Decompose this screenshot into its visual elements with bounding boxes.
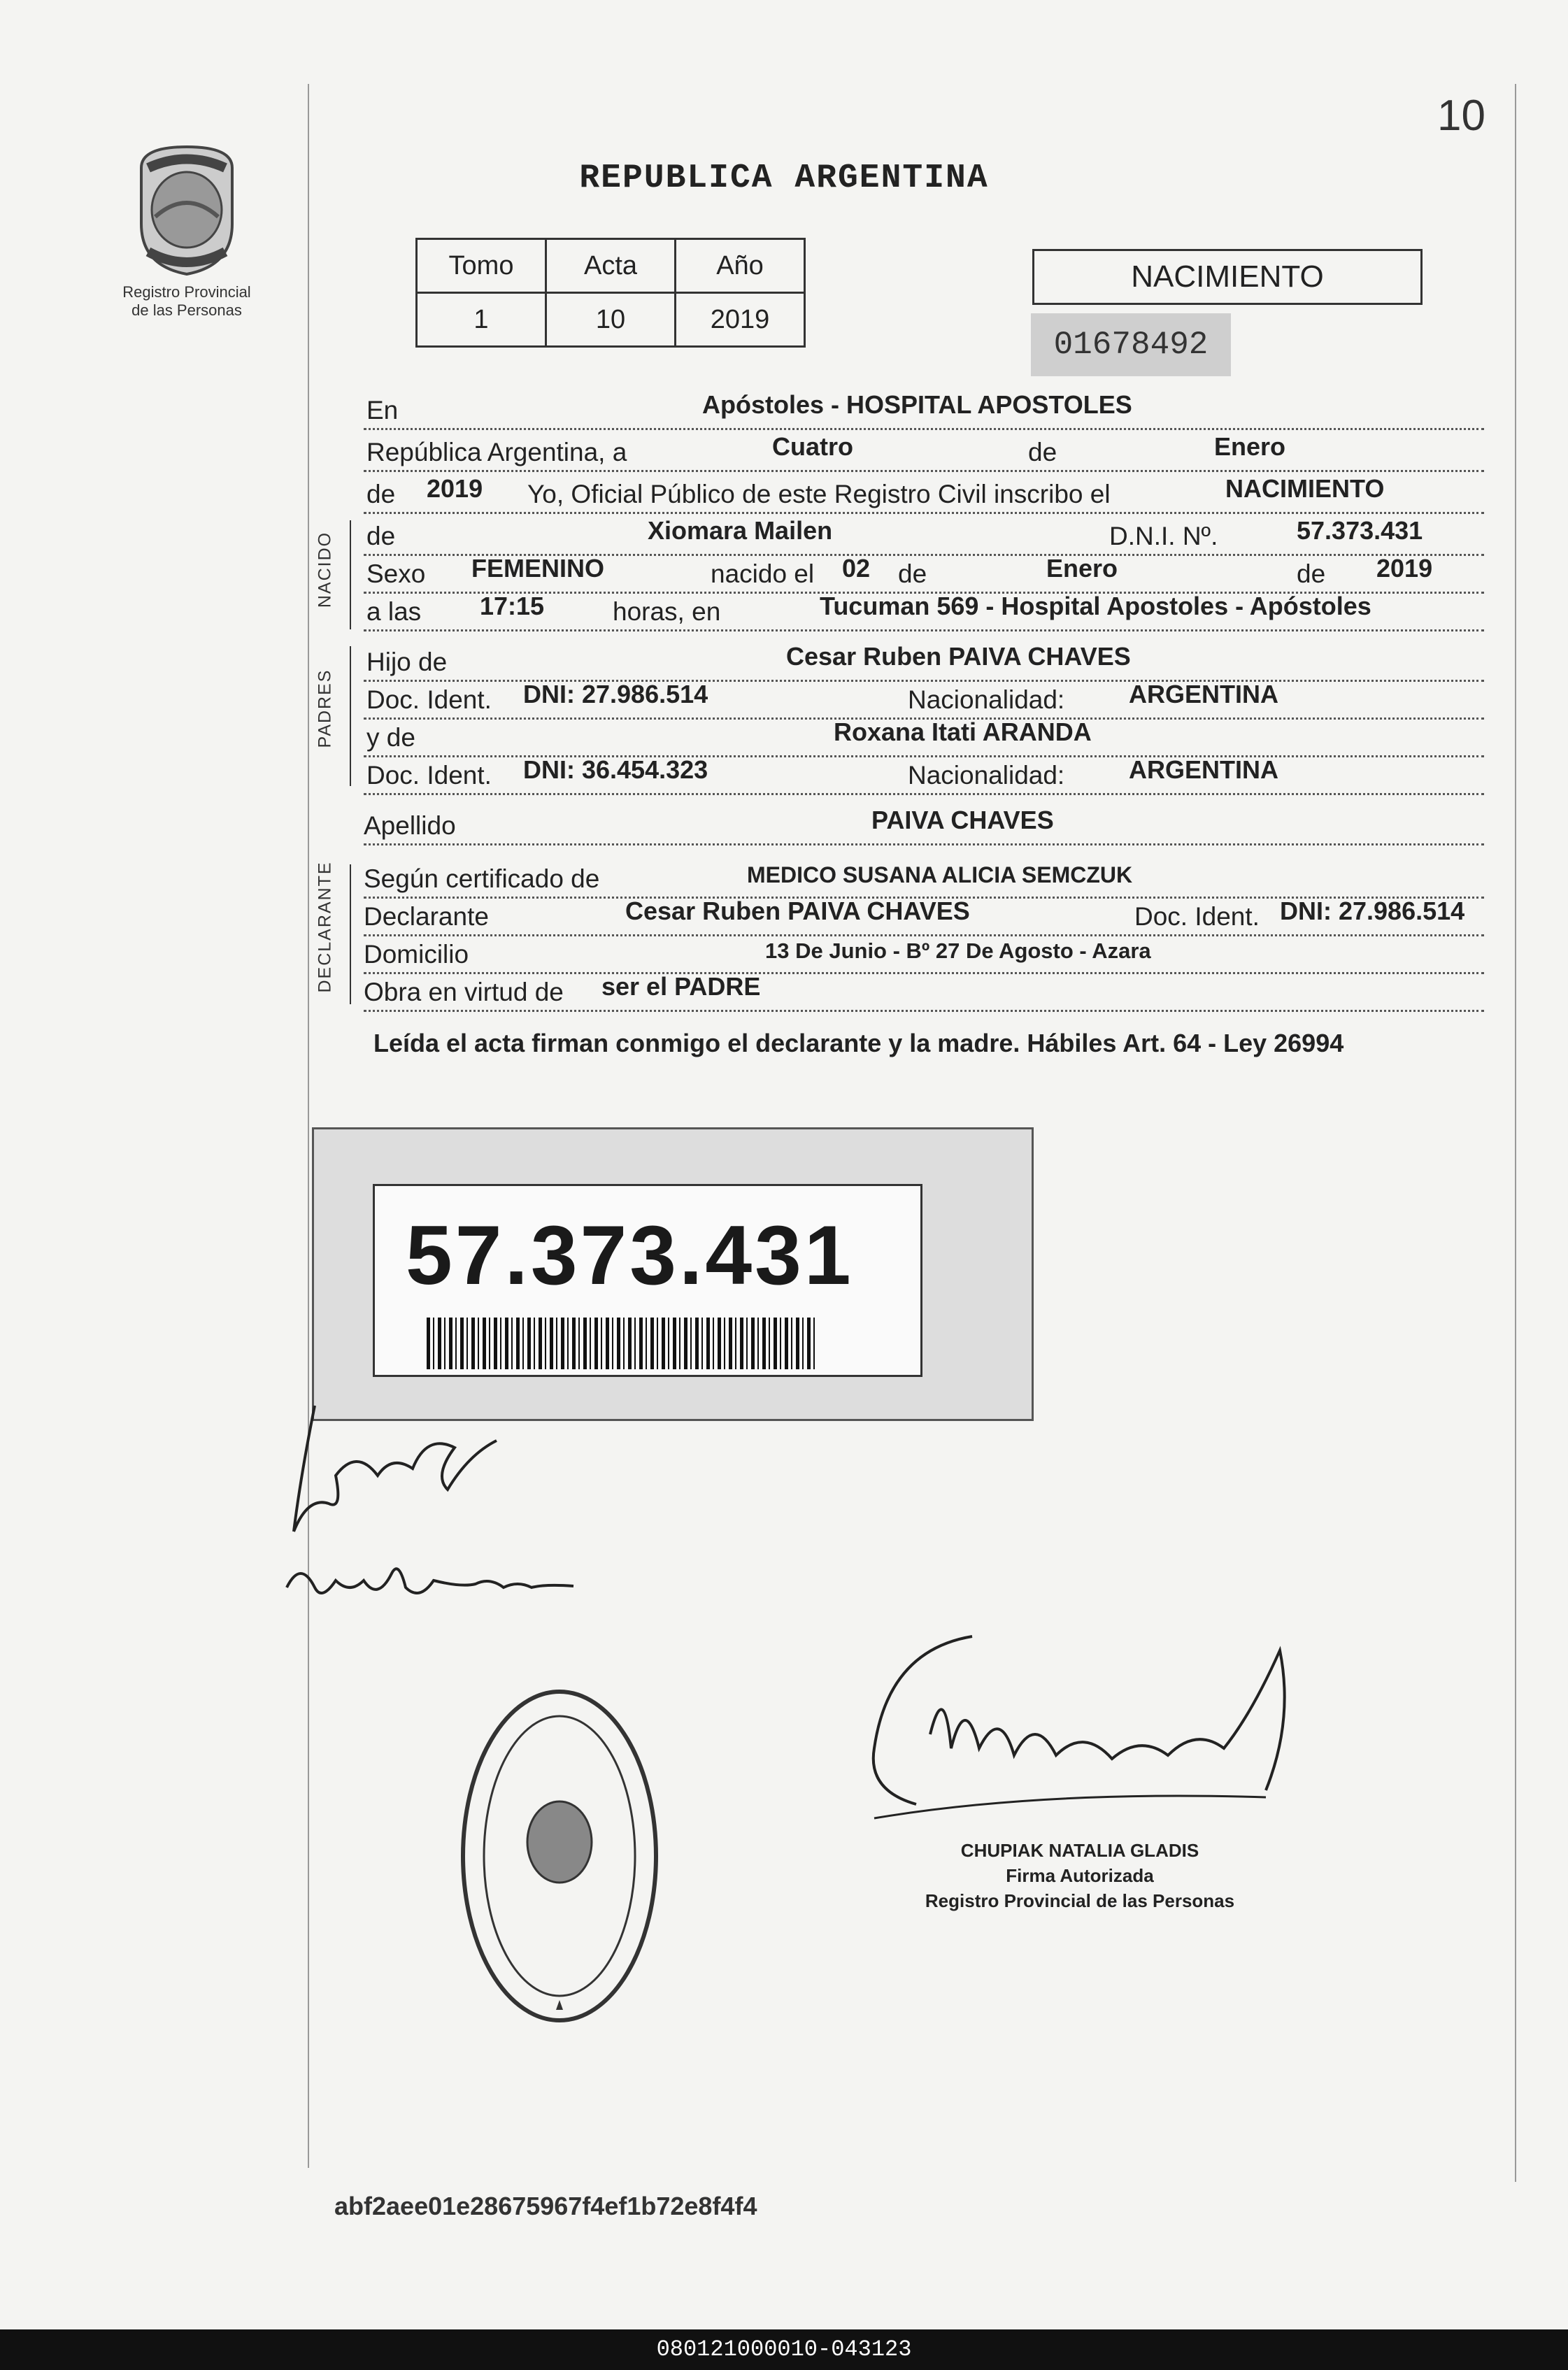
madre-doc: DNI: 36.454.323 <box>523 755 708 784</box>
row-nacido-hora <box>364 587 1484 631</box>
row-fecha-acta <box>364 428 1484 472</box>
anio-label: de <box>366 480 396 508</box>
authorized-signature-block <box>884 1838 1276 1913</box>
registro-header-row <box>417 239 805 293</box>
row-inscripcion <box>364 470 1484 514</box>
nacido-el-label: nacido el <box>711 559 815 588</box>
row-obra <box>364 968 1484 1012</box>
y-de-label: y de <box>366 723 415 752</box>
madre-nombre: Roxana Itati ARANDA <box>834 718 1092 746</box>
official-seal-stamp <box>455 1681 664 2031</box>
horas-en-label: horas, en <box>613 597 721 626</box>
inscripcion-tipo: NACIMIENTO <box>1225 474 1385 503</box>
header-acta: Acta <box>546 239 676 293</box>
declarante-doc: DNI: 27.986.514 <box>1280 897 1465 925</box>
registro-value-row <box>417 293 805 347</box>
tipo-acta-box: NACIMIENTO <box>1032 249 1423 305</box>
padre-nacionalidad: ARGENTINA <box>1129 680 1278 708</box>
madre-nacionalidad: ARGENTINA <box>1129 755 1278 784</box>
de-nombre-label: de <box>366 522 396 550</box>
obra-label: Obra en virtud de <box>364 978 564 1006</box>
page-number: 10 <box>1437 92 1485 140</box>
declarante-section-label: DECLARANTE <box>315 861 335 993</box>
dni-sticker-number: 57.373.431 <box>406 1208 854 1302</box>
dni-sticker-label <box>373 1184 922 1377</box>
right-margin-line <box>1515 84 1516 2182</box>
de-anio-label: de <box>1297 559 1326 588</box>
sexo-label: Sexo <box>366 559 426 588</box>
nacido-lugar: Tucuman 569 - Hospital Apostoles - Apóstoles <box>820 592 1371 620</box>
nacido-sexo: FEMENINO <box>471 554 605 583</box>
value-tomo: 1 <box>417 293 546 347</box>
firmante-organismo: Registro Provincial de las Personas <box>925 1890 1235 1911</box>
acta-anio: 2019 <box>427 474 483 503</box>
row-madre-doc <box>364 751 1484 795</box>
hijo-de-label: Hijo de <box>366 648 448 676</box>
acta-dia: Cuatro <box>772 432 853 461</box>
de-label: de <box>1028 438 1057 466</box>
nacido-section-label: NACIDO <box>315 531 335 608</box>
registro-table <box>415 238 806 348</box>
barcode-icon <box>427 1318 818 1369</box>
padres-bracket <box>350 646 351 786</box>
dni-label: D.N.I. Nº. <box>1109 522 1218 550</box>
firmante-cargo: Firma Autorizada <box>1006 1865 1154 1886</box>
certificado-label: Según certificado de <box>364 864 600 893</box>
madre-signature <box>280 1546 587 1622</box>
nacido-mes: Enero <box>1046 554 1118 583</box>
nacido-dia: 02 <box>842 554 871 583</box>
madre-doc-label: Doc. Ident. <box>366 761 492 790</box>
row-apellido <box>364 801 1484 845</box>
inscribo-text: Yo, Oficial Público de este Registro Civil inscribo el <box>527 480 1111 508</box>
domicilio-value: 13 De Junio - Bº 27 De Agosto - Azara <box>765 938 1151 963</box>
serial-number: 01678492 <box>1031 313 1231 376</box>
logo-caption-line1: Registro Provincial <box>122 283 251 301</box>
nacido-nombre: Xiomara Mailen <box>648 516 833 545</box>
nacido-hora: 17:15 <box>480 592 545 620</box>
domicilio-label: Domicilio <box>364 940 469 969</box>
left-margin-line <box>308 84 309 2168</box>
header-anio: Año <box>676 239 805 293</box>
firmante-nombre: CHUPIAK NATALIA GLADIS <box>960 1840 1199 1861</box>
declarante-label: Declarante <box>364 902 489 931</box>
apellido-value: PAIVA CHAVES <box>871 806 1054 834</box>
declarante-doc-label: Doc. Ident. <box>1134 902 1260 931</box>
header-tomo: Tomo <box>417 239 546 293</box>
nacido-dni: 57.373.431 <box>1297 516 1423 545</box>
dni-sticker <box>312 1127 1034 1421</box>
acta-lugar: Apóstoles - HOSPITAL APOSTOLES <box>702 390 1132 419</box>
authorized-signature <box>832 1608 1322 1874</box>
footer-code: 080121000010-043123 <box>0 2329 1568 2370</box>
certificado-value: MEDICO SUSANA ALICIA SEMCZUK <box>747 862 1133 887</box>
padres-section-label: PADRES <box>315 669 335 748</box>
padre-nacionalidad-label: Nacionalidad: <box>908 685 1065 714</box>
nacido-bracket <box>350 520 351 629</box>
republica-label: República Argentina, a <box>366 438 627 466</box>
acta-mes: Enero <box>1214 432 1286 461</box>
padre-doc-label: Doc. Ident. <box>366 685 492 714</box>
value-anio: 2019 <box>676 293 805 347</box>
madre-nacionalidad-label: Nacionalidad: <box>908 761 1065 790</box>
de-mes-label: de <box>898 559 927 588</box>
closing-text: Leída el acta firman conmigo el declarante y la madre. Hábiles Art. 64 - Ley 26994 <box>373 1029 1344 1057</box>
obra-value: ser el PADRE <box>601 972 761 1001</box>
nacido-anio: 2019 <box>1376 554 1433 583</box>
declarante-bracket <box>350 864 351 1004</box>
en-label: En <box>366 396 399 424</box>
logo-caption-line2: de las Personas <box>131 301 242 319</box>
document-hash: abf2aee01e28675967f4ef1b72e8f4f4 <box>334 2192 757 2220</box>
declarante-nombre: Cesar Ruben PAIVA CHAVES <box>625 897 970 925</box>
padre-nombre: Cesar Ruben PAIVA CHAVES <box>786 642 1131 671</box>
padre-doc: DNI: 27.986.514 <box>523 680 708 708</box>
a-las-label: a las <box>366 597 422 626</box>
document-title: REPUBLICA ARGENTINA <box>579 159 989 197</box>
apellido-label: Apellido <box>364 811 456 840</box>
value-acta: 10 <box>546 293 676 347</box>
row-lugar <box>364 386 1484 430</box>
